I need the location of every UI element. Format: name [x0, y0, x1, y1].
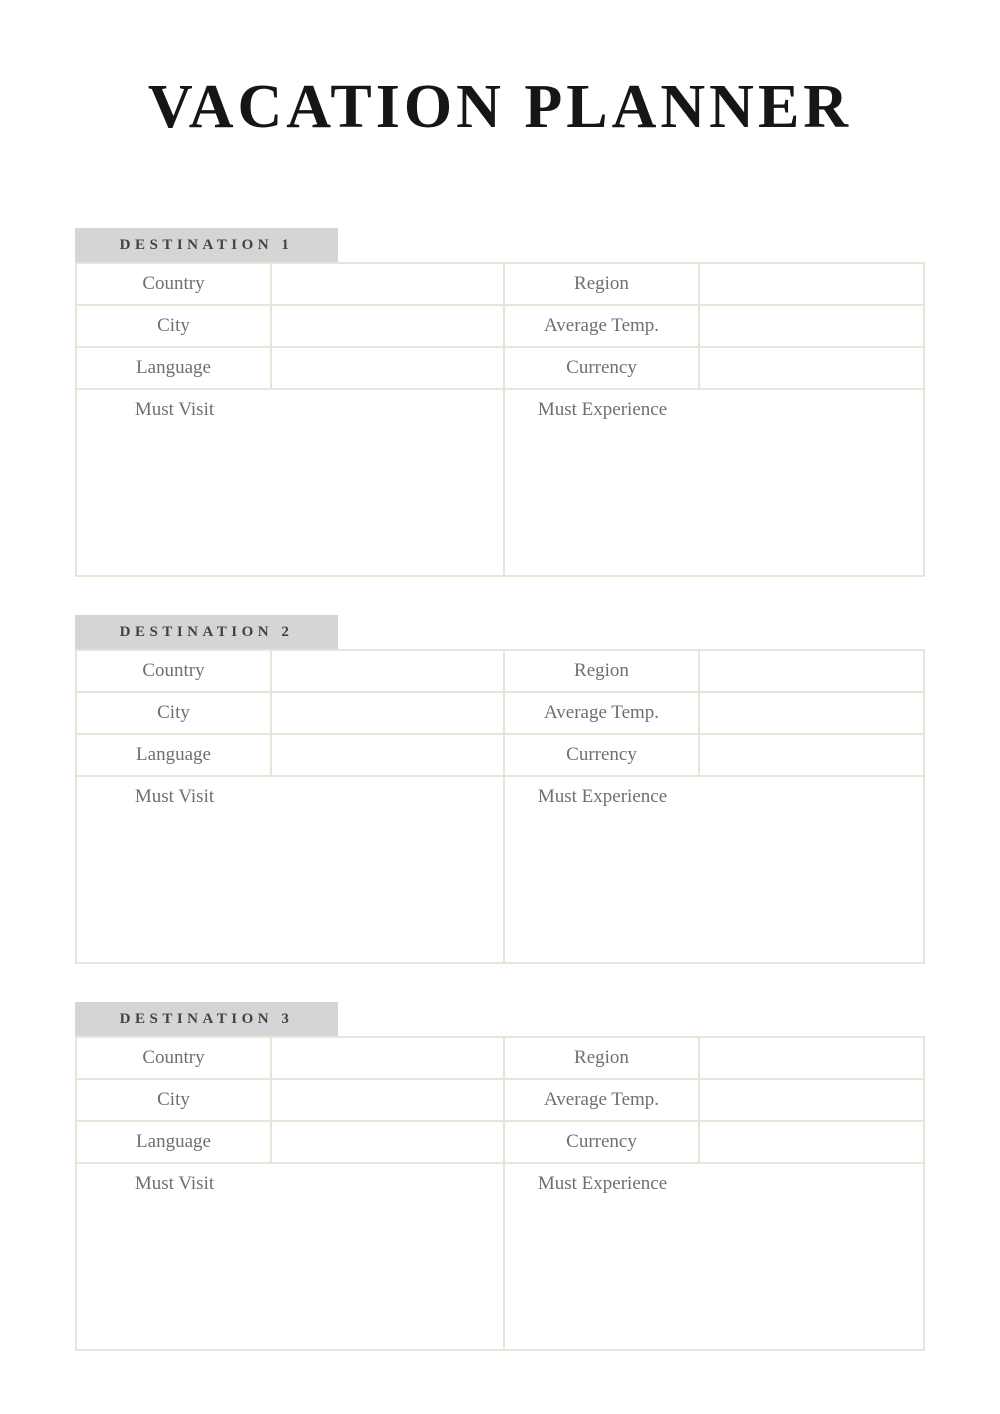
must-visit-label: Must Visit — [134, 786, 215, 807]
currency-label: Currency — [504, 734, 699, 776]
region-label: Region — [504, 650, 699, 692]
must-experience-label: Must Experience — [537, 399, 668, 420]
currency-label: Currency — [504, 1121, 699, 1163]
must-visit-label: Must Visit — [134, 1173, 215, 1194]
country-value-cell[interactable] — [271, 263, 504, 305]
region-value-cell[interactable] — [699, 650, 924, 692]
must-experience-label: Must Experience — [537, 786, 668, 807]
destination-3-header: DESTINATION 3 — [75, 1002, 338, 1036]
language-label: Language — [76, 1121, 271, 1163]
must-visit-cell[interactable] — [76, 1163, 504, 1350]
country-label: Country — [76, 263, 271, 305]
region-value-cell[interactable] — [699, 263, 924, 305]
city-value-cell[interactable] — [271, 1079, 504, 1121]
city-label: City — [76, 692, 271, 734]
destination-2-header: DESTINATION 2 — [75, 615, 338, 649]
country-value-cell[interactable] — [271, 1037, 504, 1079]
must-visit-cell[interactable] — [76, 776, 504, 963]
average-temp-value-cell[interactable] — [699, 692, 924, 734]
must-visit-cell[interactable] — [76, 389, 504, 576]
destination-3-table — [75, 1036, 925, 1351]
page-title: VACATION PLANNER — [147, 73, 853, 141]
country-value-cell[interactable] — [271, 650, 504, 692]
currency-value-cell[interactable] — [699, 347, 924, 389]
must-experience-label: Must Experience — [537, 1173, 668, 1194]
must-experience-cell[interactable] — [504, 776, 924, 963]
city-value-cell[interactable] — [271, 305, 504, 347]
currency-value-cell[interactable] — [699, 1121, 924, 1163]
must-experience-cell[interactable] — [504, 1163, 924, 1350]
country-label: Country — [76, 1037, 271, 1079]
language-value-cell[interactable] — [271, 1121, 504, 1163]
average-temp-label: Average Temp. — [504, 1079, 699, 1121]
currency-label: Currency — [504, 347, 699, 389]
city-label: City — [76, 1079, 271, 1121]
destination-section-3 — [75, 1002, 923, 1351]
must-experience-cell[interactable] — [504, 389, 924, 576]
must-visit-label: Must Visit — [134, 399, 215, 420]
average-temp-value-cell[interactable] — [699, 305, 924, 347]
average-temp-label: Average Temp. — [504, 692, 699, 734]
currency-value-cell[interactable] — [699, 734, 924, 776]
destination-1-table — [75, 262, 925, 577]
region-label: Region — [504, 1037, 699, 1079]
average-temp-label: Average Temp. — [504, 305, 699, 347]
average-temp-value-cell[interactable] — [699, 1079, 924, 1121]
destination-1-header: DESTINATION 1 — [75, 228, 338, 262]
country-label: Country — [76, 650, 271, 692]
region-label: Region — [504, 263, 699, 305]
language-label: Language — [76, 347, 271, 389]
language-label: Language — [76, 734, 271, 776]
destination-2-table — [75, 649, 925, 964]
language-value-cell[interactable] — [271, 347, 504, 389]
language-value-cell[interactable] — [271, 734, 504, 776]
region-value-cell[interactable] — [699, 1037, 924, 1079]
city-value-cell[interactable] — [271, 692, 504, 734]
destination-section-2 — [75, 615, 923, 964]
city-label: City — [76, 305, 271, 347]
destination-section-1 — [75, 228, 923, 577]
